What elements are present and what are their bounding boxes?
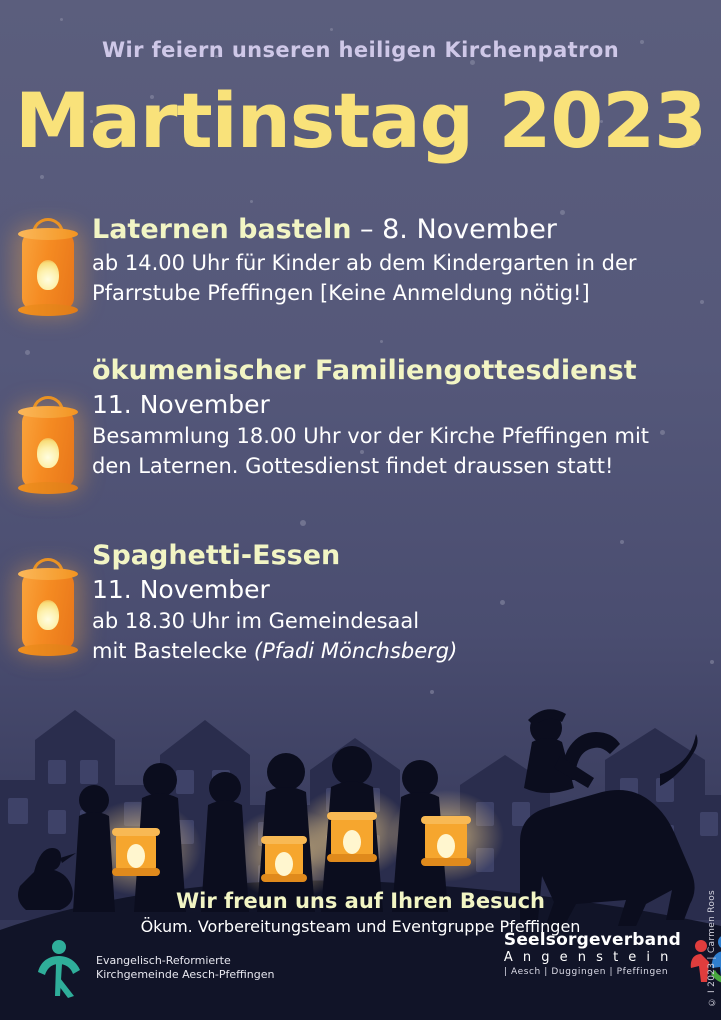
event-line: Besammlung 18.00 Uhr vor der Kirche Pfeffingen mit	[92, 424, 650, 448]
lantern-icon	[18, 400, 78, 496]
lantern-icon	[18, 222, 78, 318]
event-date: 11. November	[92, 390, 270, 419]
speck	[25, 350, 30, 355]
event-heading: Laternen basteln – 8. November	[92, 214, 557, 245]
logo-seelsorgeverband	[504, 930, 681, 977]
event-line: den Laternen. Gottesdienst findet draussen statt!	[92, 454, 614, 478]
logo-right-name: Seelsorgeverband	[503, 930, 681, 950]
footer-title: Wir freun uns auf Ihren Besuch	[176, 889, 545, 913]
logo-left-line1: Evangelisch-Reformierte	[96, 954, 231, 967]
event-line-italic: mit Bastelecke (Pfadi Mönchsberg)	[92, 639, 458, 663]
event-line: ab 14.00 Uhr für Kinder ab dem Kindergarten in der	[92, 251, 637, 275]
event-line: ab 18.30 Uhr im Gemeindesaal	[92, 609, 420, 633]
logo-right-places: | Aesch | Duggingen | Pfeffingen	[503, 967, 669, 977]
speck	[330, 28, 333, 31]
logo-right-sub: A n g e n s t e i n	[503, 950, 672, 965]
event-heading: Spaghetti-Essen	[92, 540, 341, 571]
speck	[300, 520, 306, 526]
speck	[250, 200, 253, 203]
event-date: 11. November	[92, 575, 270, 604]
logo-left-line2: Kirchgemeinde Aesch-Pfeffingen	[96, 968, 275, 981]
footer-subtitle: Ökum. Vorbereitungsteam und Eventgruppe Pfeffingen	[140, 917, 581, 936]
event-line: Pfarrstube Pfeffingen [Keine Anmeldung nötig!]	[92, 281, 590, 305]
event-block	[92, 214, 712, 308]
speck	[40, 175, 44, 179]
speck	[380, 340, 383, 343]
poster-kicker: Wir feiern unseren heiligen Kirchenpatron	[101, 38, 620, 62]
church-figure-icon	[34, 938, 86, 998]
event-heading: ökumenischer Familiengottesdienst	[92, 355, 637, 386]
page-title: Martinstag 2023	[14, 76, 707, 165]
speck	[60, 18, 63, 21]
copyright-notice: © I 2023 | Carmen Roos	[707, 889, 717, 1006]
logo-evangelisch-reformierte	[34, 938, 275, 998]
event-block	[92, 355, 712, 481]
